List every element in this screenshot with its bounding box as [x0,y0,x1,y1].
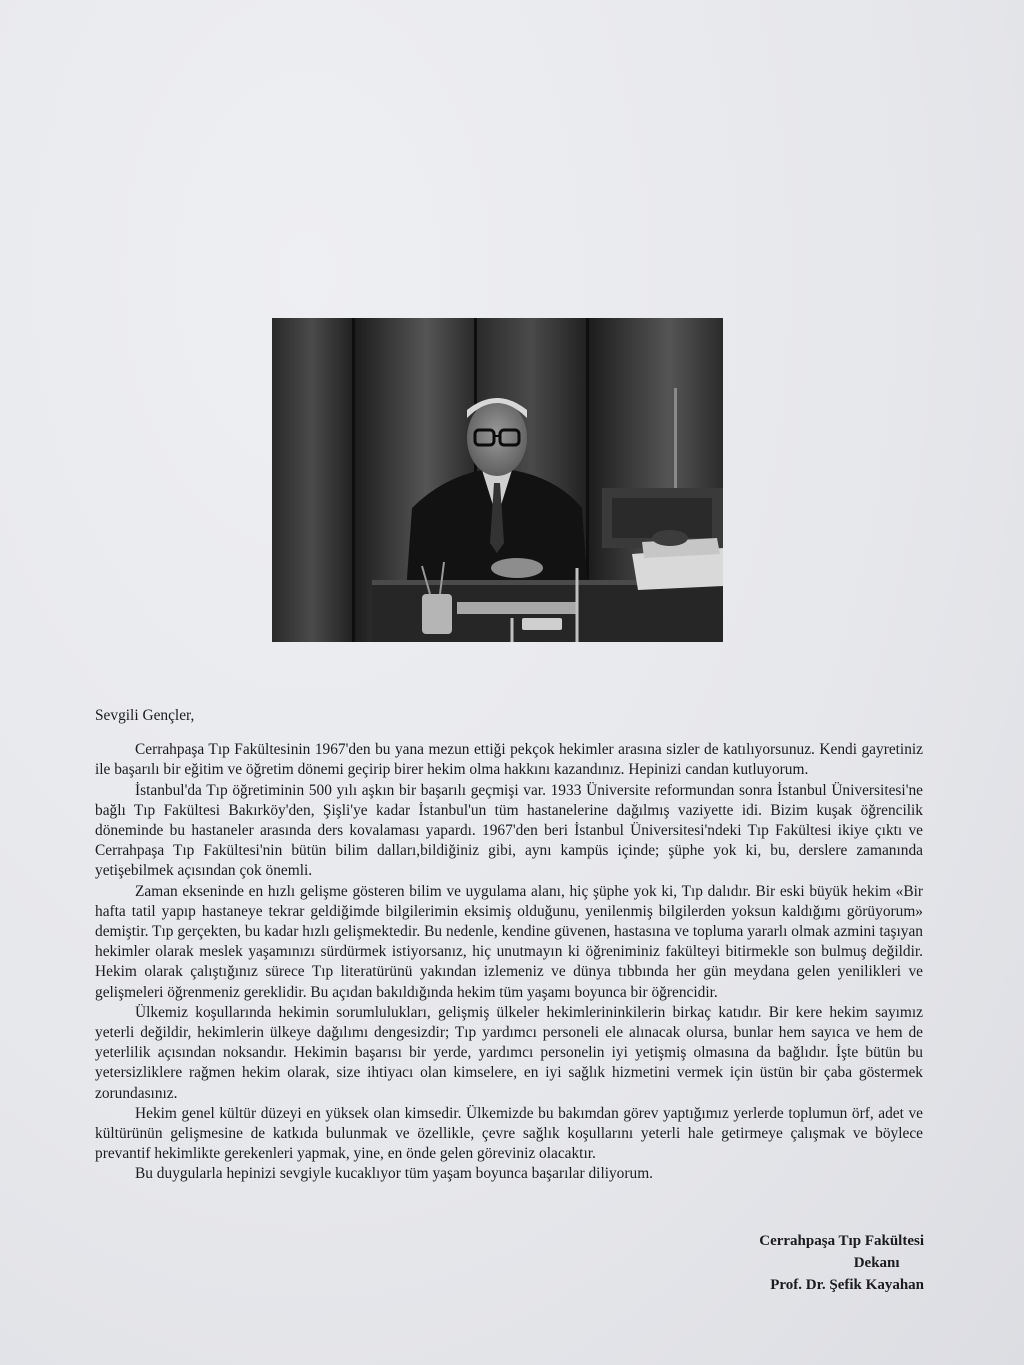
signature-name: Prof. Dr. Şefik Kayahan [770,1277,924,1293]
portrait-photo-icon [272,318,723,642]
letter-body [95,706,923,1185]
letter-paragraph-6: Bu duygularla hepinizi sevgiyle kucaklıyor tüm yaşam boyunca başarılar diliyorum. [135,1165,654,1183]
portrait-photo [272,318,723,642]
signature-block [759,1230,924,1296]
signature-institution: Cerrahpaşa Tıp Fakültesi [759,1233,924,1249]
letter-paragraph-4: Ülkemiz koşullarında hekimin sorumlulukları, gelişmiş ülkeler hekimlerininkilerin birkaç katıdır. Bir kere hekim sayımız yeterli değildir, hekimlerin ülkeye dağılımı dengesizdir; Tıp yardımcı personeli ele alınacak olursa, bunlar hem sayıca ve hem de yeterlilik açısından noksandır. Hekimin başarısı bir yerde, yardımcı personelin iyi yetişmiş olmasına da bağlıdır. İşte bütün bu yetersizliklere rağmen hekim olarak, size ihtiyacı olan kimselere, en iyi sağlık hizmetini vermek için üstün bir çaba göstermek zorundasınız. [95,1003,923,1102]
signature-title: Dekanı [853,1255,900,1271]
letter-paragraph-2: İstanbul'da Tıp öğretiminin 500 yılı aşkın bir başarılı geçmişi var. 1933 Üniversite reformundan sonra İstanbul Üniversitesi'ne bağlı Tıp Fakültesi Bakırköy'den, Şişli'ye kadar İstanbul'un tüm hastanelerine dağılmış vaziyette idi. Bizim kuşak öğrencilik döneminde bu hastaneler arasında ders kovalaması yapardı. 1967'den beri İstanbul Üniversitesi'ndeki Tıp Fakültesi ikiye çıktı ve Cerrahpaşa Tıp Fakültesi'nin bütün bilim dalları,bildiğiniz gibi, aynı kampüs içinde; şüphe yok ki, bu, derslere zamanında yetişebilmek açısından çok önemli. [95,781,923,880]
letter-paragraph-3: Zaman ekseninde en hızlı gelişme gösteren bilim ve uygulama alanı, hiç şüphe yok ki, Tıp dalıdır. Bir eski büyük hekim «Bir hafta tatil yapıp hastaneye tekrar geldiğimde bilgilerimin eksimiş olduğunu, yenilenmiş bilgilerden yoksun kaldığımı görüyorum» demiştir. Tıp gerçekten, bu kadar hızlı gelişmektedir. Bu nedenle, kendine güvenen, hastasına ve topluma yararlı olmak azmini taşıyan hekimler olarak meslek yaşamınızı sürdürmek istiyorsanız, hiç unutmayın ki öğreniminiz fakülteyi bitirmekle son bulmuş değildir. Hekim olarak çalıştığınız sürece Tıp literatürünü yakından izlemeniz ve dünya tıbbında her gün meydana gelen yenilikleri ve gelişmeleri öğrenmeniz gereklidir. Bu açıdan bakıldığında hekim tüm yaşamı boyunca bir öğrencidir. [95,882,923,1001]
letter-paragraph-5: Hekim genel kültür düzeyi en yüksek olan kimsedir. Ülkemizde bu bakımdan görev yaptığımız yerlerde toplumun örf, adet ve kültürünün gelişmesine de katkıda bulunmak ve özellikle, çevre sağlık koşullarını yeterli hale getirmeye çalışmak ve böylece prevantif hekimlikte gerekenleri yapmak, yine, en önde gelen göreviniz olacaktır. [95,1104,923,1163]
salutation: Sevgili Gençler, [95,707,195,724]
letter-paragraph-1: Cerrahpaşa Tıp Fakültesinin 1967'den bu yana mezun ettiği pekçok hekimler arasına sizler de katılıyorsunuz. Kendi gayretiniz ile başarılı bir eğitim ve öğretim dönemi geçirip birer hekim olma hakkını kazandınız. Hepinizi candan kutluyorum. [95,741,923,779]
